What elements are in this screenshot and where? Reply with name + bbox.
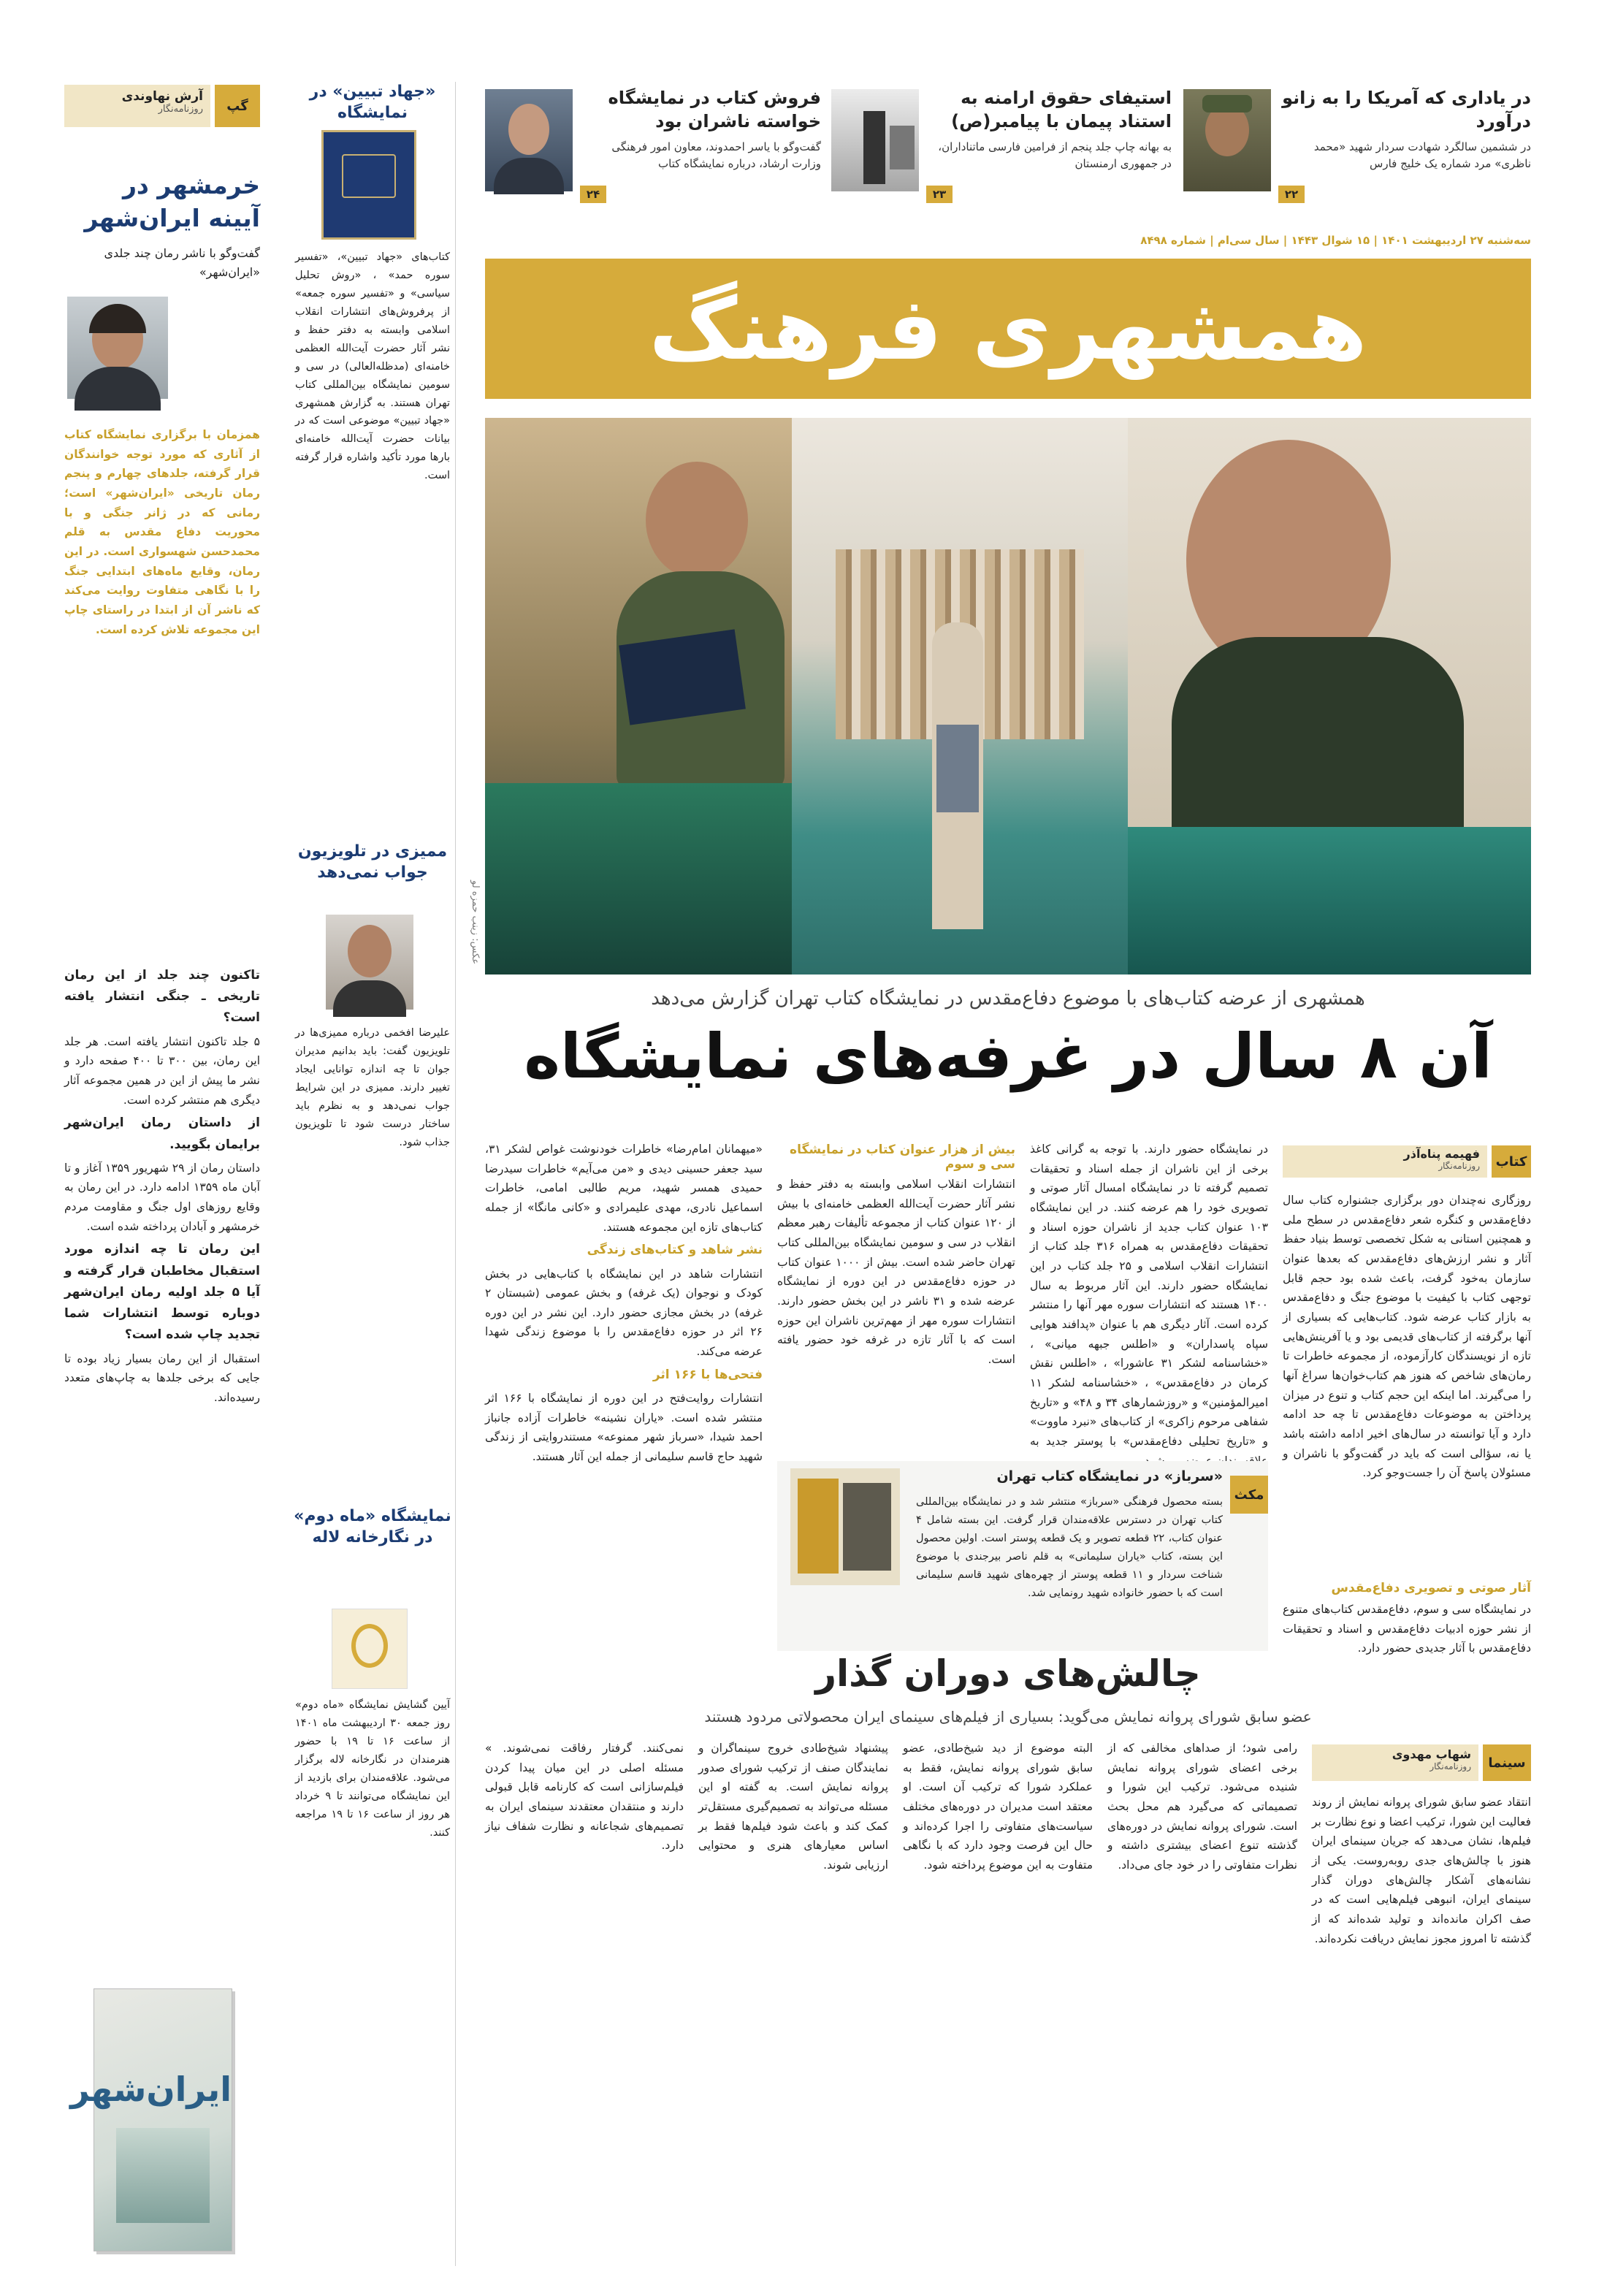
masthead-logo: همشهری فرهنگ [649, 278, 1367, 379]
cinema-article [485, 1739, 1531, 2265]
main-article [485, 1140, 1531, 1655]
brief-title-3: نمایشگاه «ماه دوم» در نگارخانه لاله [294, 1507, 451, 1546]
cinema-col-1 [1312, 1739, 1531, 2265]
main-col-2-text: در نمایشگاه حضور دارند. با توجه به گرانی کاغذ برخی از این ناشران از جمله اسناد و تحقیقات تصمیم گرفته تا در نمایشگاه امسال آثار صوتی و تصویری خود را هم عرضه کنند. در این نمایشگاه ۱۰۳ عنوان کتاب جدید از ناشران حوزه اسناد و تحقیقات دفاع‌مقدس به همراه ۳۱۶ جلد کتاب از انتشارات انقلاب اسلامی و ۲۵ جلد کتاب در این نمایشگاه حضور دارند. این آثار مربوط به سال ۱۴۰۰ هستند که انتشارات سوره مهر آنها را منتشر کرده است. آثار دیگری هم با عنوان «پدافند هوایی سپاه پاسداران» و «اطلس جبهه میانی» ، «خشاسنامه لشکر ۳۱ عاشورا» ، «اطلس نقش کرمان در دفاع‌مقدس» ، «خشاسنامه لشکر ۱۱ امیرالمؤمنین» و «روزشمارهای ۳۴ و ۴۸» و «تاریخ شفاهی مرحوم زاکری» از کتاب‌های «نبرد ماووت» و «تاریخ تحلیلی دفاع‌مقدس» با پوستر جدید به [1030, 1143, 1268, 1448]
brief-3-poster [332, 1609, 408, 1689]
teaser-1-photo [1183, 89, 1271, 191]
main-col-1-text: روزگاری نه‌چندان دور برگزاری جشنواره کتاب سال دفاع‌مقدس و کنگره شعر دفاع‌مقدس در سطح ملی و همچنین استانی به شکل تخصصی توسط بنیاد حفظ آثار و نشر ارزش‌های دفاع‌مقدس که بعدها عنوان سازمان به‌خود گرفت، باعث شده بود حجم قابل توجهی کتاب با کیفیت با موضوع جنگ و دفاع‌مقدس به بازار کتاب عرضه شود. کتاب‌هایی که بسیاری از آنها برگرفته از کتاب‌های قدیمی بود و یا آفرینش‌هایی تازه از نویسندگان کارآزموده، از مجموعه خاطرات تا رمان‌های شاخص که هنوز هم کتاب‌خوان‌ها سراغ آنها را می‌گیرند. اما اینکه این حجم کتاب و تنوع در میزان پرداختن به موضوعات دفاع‌مقدس تا چه حد ادامه دارد و آیا توانسته در سال‌های اخیر ادامه داشته باشد یا نه، سؤالی است که باید در گفت‌وگو با ناشران و مسئولان پاسخ آن را جست‌وجو کرد. [1283, 1194, 1531, 1480]
cinema-col-3: البته موضوع از دید شیخ‌طادی، عضو سابق شورای پروانه نمایش، فقط به عملکرد شورا که ترکیب آن است. او معتقد است مدیران در دوره‌های مختلف سیاست‌های متفاوتی را اجرا کرده‌اند و حال این فرصت وجود دارد که با نگاهی متفاوت به این موضوع پرداخته شود. [903, 1742, 1093, 1872]
teaser-3-text: گفت‌وگو با یاسر احمدوند، معاون امور فرهنگی وزارت ارشاد، درباره نمایشگاه کتاب [611, 140, 821, 171]
brief-text-2: علیرضا افخمی درباره ممیزی‌ها در تلویزیون گفت: باید بدانیم مدیران جوان تا چه اندازه توانایی ایجاد تغییر دارند. ممیزی در این شرایط جواب نمی‌دهد و به نظرم باید ساختار درست شود تا تلویزیون جذاب شود. [295, 1027, 450, 1148]
main-col-1 [1283, 1140, 1531, 1655]
main-col-4-sub1: نشر شاهد و کتاب‌های زندگی [587, 1243, 763, 1258]
main-col-4-text: «میهمانان امام‌رضا» خاطرات خودنوشت غواص لشکر ۳۱، سید جعفر حسینی دیدی و «من می‌آیم» خاطرات سیدرضا حمیدی همسر شهید، مریم طالبی امامی، خاطرات اسماعیل نادری، مهدی علیمرادی و «کانی مانگا» از جمله کتاب‌های تازه این مجموعه هستند. [485, 1143, 763, 1234]
teaser-3-page: ۲۴ [580, 186, 606, 203]
cinema-author-name: شهاب مهدوی [1392, 1747, 1471, 1761]
main-col-4 [485, 1140, 763, 1651]
brief-1-image [321, 130, 416, 240]
main-col-1-sub: آثار صوتی و تصویری دفاع‌مقدس [1331, 1581, 1531, 1595]
question-1: تاکنون چند جلد از این رمان تاریخی ـ جنگی انتشار یافته است؟ [64, 968, 260, 1026]
main-author-name: فهیمه پناه‌آذر [1403, 1147, 1480, 1161]
box-title: «سرباز» در نمایشگاه کتاب تهران [996, 1468, 1223, 1484]
main-col-1-text-b: در نمایشگاه سی و سوم، دفاع‌مقدس کتاب‌های متنوع از نشر حوزه ادبیات دفاع‌مقدس و اسناد و تحقیقات دفاع‌مقدس با آثار جدیدی حضور دارد. [1283, 1603, 1531, 1655]
teaser-2-title: استیفای حقوق ارامنه به استناد پیمان با پیامبر(ص) [951, 88, 1172, 132]
teaser-2[interactable] [831, 82, 1172, 206]
photo-credit: عکس: زینب حمزه لو [470, 880, 481, 964]
answer-2: داستان رمان از ۲۹ شهریور ۱۳۵۹ آغاز و تا آبان ماه ۱۳۵۹ ادامه دارد. در این رمان به وقایع روزهای اول جنگ و مقاومت مردم خرمشهر و آبادان پرداخته شده است. [64, 1161, 260, 1233]
main-col-4-sub2: فتحی‌ها با ۱۶۶ اثر [652, 1367, 763, 1382]
brief-text-1: کتاب‌های «جهاد تبیین»، «تفسیر سوره حمد» ، «روش تحلیل سیاسی» و «تفسیر سوره جمعه» از پرفروش‌های انتشارات انقلاب اسلامی وابسته به دفتر حفظ و نشر آثار حضرت آیت‌الله العظمی خامنه‌ای (مدظله‌العالی) در سی و سومین نمایشگاه بین‌المللی کتاب تهران هستند. به گزارش همشهری «جهاد تبیین» موضوعی است که در بیانات حضرت آیت‌الله خامنه‌ای بارها مورد تأکید واشاره قرار گرفته است. [295, 251, 450, 482]
feature-intro: همزمان با برگزاری نمایشگاه کتاب از آثاری که مورد توجه خوانندگان قرار گرفته، جلدهای چهارم و پنجم رمان تاریخی «ایران‌شهر» است؛ رمانی که در ژانر جنگی و با محوریت دفاع مقدس به قلم محمدحسن شهسواری است. در این رمان، وقایع ماه‌های ابتدایی جنگ را با نگاهی متفاوت روایت می‌کند که ناشر آن از ابتدا در راستای چاپ این مجموعه تلاش کرده است. [64, 428, 260, 636]
box-tag: مکث [1230, 1476, 1268, 1514]
teaser-strip [485, 82, 1531, 213]
teaser-2-photo [831, 89, 919, 191]
book-cover [70, 1988, 232, 2251]
cinema-headline: چالش‌های دوران گذار [815, 1652, 1201, 1695]
teaser-3-photo [485, 89, 573, 191]
main-author-box [1283, 1145, 1487, 1178]
cinema-col-1-text: انتقاد عضو سابق شورای پروانه نمایش از روند فعالیت این شورا، ترکیب اعضا و نوع نظارت بر فیلم‌ها، نشان می‌دهد که جریان سینمای ایران هنوز با چالش‌های جدی روبه‌روست. یکی از نشانه‌های آشکار چالش‌های دوران گذار سینمای ایران، انبوهی فیلم‌هایی است که در صف اکران مانده‌اند و تولید شده‌اند که از گذشته تا امروز مجوز نمایش دریافت نکرده‌اند. [1312, 1796, 1531, 1945]
author-role: روزنامه‌نگار [158, 104, 203, 115]
section-tag: کتاب [1492, 1145, 1531, 1178]
sarbaz-box [777, 1461, 1268, 1651]
hero-photo [485, 418, 1531, 975]
cinema-author-role: روزنامه‌نگار [1429, 1761, 1471, 1771]
teaser-3-title: فروش کتاب در نمایشگاه خواسته ناشران بود [608, 88, 821, 132]
teaser-2-page: ۲۳ [926, 186, 953, 203]
answer-3: استقبال از این رمان بسیار زیاد بوده تا جایی که برخی جلدها به چاپ‌های متعدد رسیده‌اند. [64, 1351, 260, 1404]
question-2: از داستان رمان ایران‌شهر برایمان بگویید. [64, 1115, 260, 1152]
brief-2-photo [326, 915, 413, 1010]
brief-title-1: «جهاد تبیین» در نمایشگاه [309, 83, 436, 122]
teaser-1-text: در ششمین سالگرد شهادت سردار شهید «محمد ناظری» مرد شماره یک خلیج فارس [1313, 140, 1531, 171]
teaser-1-page: ۲۲ [1278, 186, 1305, 203]
chat-tag: گپ [215, 85, 260, 127]
main-col-3-text: انتشارات انقلاب اسلامی وابسته به دفتر حفظ و نشر آثار حضرت آیت‌الله العظمی خامنه‌ای با بیش از ۱۲۰ عنوان کتاب از مجموعه تألیفات رهبر معظم انقلاب در سی و سومین نمایشگاه بین‌المللی کتاب تهران حاضر شده است. بیش از ۱۰۰۰ عنوان کتاب در حوزه دفاع‌مقدس در این دوره از نمایشگاه عرضه شده و ۳۱ ناشر در این بخش حضور دارند. انتشارات سوره مهر از مهم‌ترین ناشران این حوزه است که با آثار تازه در غرفه خود حضور یافته است. [777, 1178, 1016, 1366]
feature-title: خرمشهر در آیینه ایران‌شهر [84, 171, 260, 232]
cinema-author-box [1312, 1744, 1478, 1781]
left-column [64, 82, 260, 2266]
main-kicker: همشهری از عرضه کتاب‌های با موضوع دفاع‌مقدس در نمایشگاه کتاب تهران گزارش می‌دهد [651, 988, 1365, 1010]
main-author-role: روزنامه‌نگار [1438, 1161, 1480, 1171]
main-col-4-text-b: انتشارات شاهد در این نمایشگاه با کتاب‌هایی در بخش کودک و نوجوان (یک غرفه) و بخش عمومی (شبستان ۲ غرفه) در بخش مجازی حضور دارد. این نشر در این دوره ۲۶ اثر در حوزه دفاع‌مقدس را با موضوع زندگی شهدا عرضه می‌کند. [485, 1267, 763, 1359]
box-image [790, 1468, 900, 1585]
book-cover-title: ایران‌شهر [70, 2070, 232, 2109]
question-3: این رمان تا چه اندازه مورد استقبال مخاطبان قرار گرفته و آیا ۵ جلد اولیه رمان ایران‌شهر دوباره توسط انتشارات شما تجدید چاپ شده است؟ [64, 1242, 261, 1343]
teaser-2-text: به بهانه چاپ جلد پنجم از فرامین فارسی ماتناداران، در جمهوری ارمنستان [938, 140, 1172, 171]
interview-body [64, 962, 260, 1693]
author-box [64, 85, 210, 127]
box-text: بسته محصول فرهنگی «سرباز» منتشر شد و در نمایشگاه بین‌المللی کتاب تهران در دسترس علاقه‌مندان قرار گرفت. این بسته شامل ۴ عنوان کتاب، ۲۲ قطعه تصویر و یک قطعه پوستر است. اولین محصول این بسته، کتاب «یاران سلیمانی» به قلم ناصر بیرجندی با موضوع شناخت سردار و ۱۱ قطعه پوستر از چهره‌های شهید قاسم سلیمانی است که با حضور خانواده شهید رونمایی شد. [916, 1496, 1223, 1599]
masthead [485, 234, 1531, 427]
teaser-3[interactable] [485, 82, 821, 206]
teaser-1-title: در یاداری که آمریکا را به زانو درآورد [1282, 88, 1531, 132]
main-headline: آن ۸ سال در غرفه‌های نمایشگاه [524, 1021, 1492, 1092]
second-column [286, 82, 456, 2266]
main-col-3 [777, 1140, 1015, 1446]
feature-deck: گفت‌وگو با ناشر رمان چند جلدی «ایران‌شهر» [104, 246, 260, 279]
main-col-3-sub: بیش از هزار عنوان کتاب در نمایشگاه سی و سوم [790, 1143, 1015, 1172]
dateline: سه‌شنبه ۲۷ اردیبهشت ۱۴۰۱ | ۱۵ شوال ۱۴۴۳ | سال سی‌ام | شماره ۸۴۹۸ [1140, 234, 1531, 247]
answer-1: ۵ جلد تاکنون انتشار یافته است. هر جلد این رمان، بین ۳۰۰ تا ۴۰۰ صفحه دارد و نشر ما پیش از این در همین مجموعه آثار دیگری هم منتشر کرده است. [64, 1034, 261, 1107]
cinema-section-tag: سینما [1483, 1744, 1531, 1781]
cinema-col-2: رامی شود؛ از صداهای مخالفی که از برخی اعضای شورای پروانه نمایش شنیده می‌شود. ترکیب این شورا و تصمیماتی که می‌گیرد هم محل بحث است. شورای پروانه نمایش در دوره‌های گذشته تنوع اعضای بیشتری داشته و نظرات متفاوتی را در خود جای می‌داد. [1107, 1742, 1297, 1872]
cinema-kicker: عضو سابق شورای پروانه نمایش می‌گوید: بسیاری از فیلم‌های سینمای ایران محصولاتی مردود هستند [704, 1708, 1312, 1725]
author-name: آرش نهاوندی [121, 89, 203, 104]
cinema-col-5: نمی‌کنند. گرفتار رفاقت نمی‌شوند. » مسئله اصلی در این میان پیدا کردن فیلم‌سازانی است که کارنامه قابل قبولی دارند و منتقدان معتقدند سینمای ایران به تصمیم‌های شجاعانه و نظارت شفاف نیاز دارد. [485, 1742, 684, 1853]
cinema-col-4: پیشنهاد شیخ‌طادی خروج سینماگران و نمایندگان صنف از ترکیب شورای صدور پروانه نمایش است. به گفته او این مسئله می‌تواند به تصمیم‌گیری مستقل‌تر کمک کند و باعث شود فیلم‌ها فقط بر اساس معیارهای هنری و محتوایی ارزیابی شوند. [698, 1742, 888, 1872]
brief-title-2: ممیزی در تلویزیون جواب نمی‌دهد [297, 842, 448, 882]
main-col-4-text-c: انتشارات روایت‌فتح در این دوره از نمایشگاه با ۱۶۶ اثر منتشر شده است. «یاران نشینه» خاطرات آزاده جانباز احمد شیدا، «سرباز شهر ممنوعه» مستندروایتی از زندگی شهید حاج قاسم سلیمانی از جمله این آثار هستند. [485, 1392, 763, 1463]
author-photo [67, 297, 168, 399]
brief-text-3: آیین گشایش نمایشگاه «ماه دوم» روز جمعه ۳۰ اردیبهشت ماه ۱۴۰۱ از ساعت ۱۶ تا ۱۹ با حضور هنرمندان در نگارخانه لاله برگزار می‌شود. علاقه‌مندان برای بازدید از این نمایشگاه می‌توانند تا ۹ خرداد هر روز از ساعت ۱۶ تا ۱۹ مراجعه کنند. [295, 1699, 451, 1839]
teaser-1[interactable] [1183, 82, 1531, 206]
